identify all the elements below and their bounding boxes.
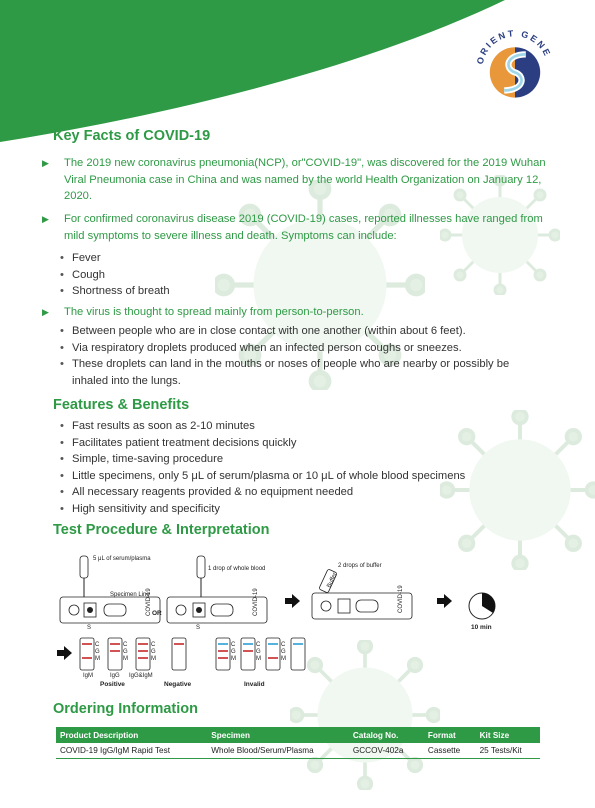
list-item: • Simple, time-saving procedure bbox=[60, 451, 540, 468]
ordering-table bbox=[56, 727, 540, 759]
strip-letter: C bbox=[256, 642, 261, 648]
buffer-bottle-text: Buffer bbox=[326, 571, 339, 589]
positive-label: Positive bbox=[100, 681, 125, 688]
strip-letter: G bbox=[256, 649, 261, 655]
key-fact-paragraph-1: ▶ The 2019 new coronavirus pneumonia(NCP), or"COVID-19", was discovered for the 2019 Wuhan Viral Pneumonia case in China and was named by the world Health Organization on January 12, 2020. bbox=[42, 157, 546, 202]
result-strip-igm bbox=[80, 638, 94, 670]
list-item: • Fever bbox=[60, 250, 540, 267]
table-header-row bbox=[56, 727, 540, 743]
cassette-text: COVID-19 bbox=[146, 588, 152, 616]
strip-letter: C bbox=[151, 642, 156, 648]
column-header: Kit Size bbox=[476, 727, 540, 743]
table-cell: Cassette bbox=[424, 743, 476, 759]
strip-letter: C bbox=[123, 642, 128, 648]
result-strip-igg-igm bbox=[136, 638, 150, 670]
symptoms-list bbox=[60, 250, 540, 300]
table-cell: Whole Blood/Serum/Plasma bbox=[207, 743, 349, 759]
strip-letter: M bbox=[256, 656, 261, 662]
invalid-label: Invalid bbox=[244, 681, 265, 688]
strip-letter: M bbox=[123, 656, 128, 662]
strip-letter: C bbox=[95, 642, 100, 648]
table-cell: GCCOV-402a bbox=[349, 743, 424, 759]
strip-letter: M bbox=[151, 656, 156, 662]
arrow-right-icon bbox=[57, 646, 72, 660]
list-item: • Fast results as soon as 2-10 minutes bbox=[60, 418, 540, 435]
column-header: Format bbox=[424, 727, 476, 743]
list-item: • Between people who are in close contact with one another (within about 6 feet). bbox=[60, 323, 540, 340]
timer-icon bbox=[469, 593, 495, 619]
serum-label: 5 μL of serum/plasma bbox=[93, 556, 151, 562]
strip-letter: G bbox=[95, 649, 100, 655]
list-item: • Facilitates patient treatment decisions quickly bbox=[60, 435, 540, 452]
blood-label: 1 drop of whole blood bbox=[208, 566, 266, 572]
key-facts-title: Key Facts of COVID-19 bbox=[53, 128, 211, 144]
specimen-line-label: Specimen Line bbox=[110, 592, 150, 598]
result-strip-invalid-3 bbox=[266, 638, 280, 670]
igg-label: IgG bbox=[110, 673, 120, 679]
list-item: • All necessary reagents provided & no equipment needed bbox=[60, 484, 540, 501]
triangle-bullet-icon: ▶ bbox=[42, 158, 49, 168]
strip-letter: M bbox=[231, 656, 236, 662]
procedure-title: Test Procedure & Interpretation bbox=[53, 522, 270, 538]
strip-letter: C bbox=[231, 642, 236, 648]
strip-letter: C bbox=[281, 642, 286, 648]
strip-letter: G bbox=[123, 649, 128, 655]
igm-label: IgM bbox=[83, 673, 94, 679]
strip-letter: G bbox=[231, 649, 236, 655]
list-item: • Cough bbox=[60, 267, 540, 284]
time-label: 10 min bbox=[471, 624, 492, 631]
result-strip-negative bbox=[172, 638, 186, 670]
column-header: Specimen bbox=[207, 727, 349, 743]
result-strip-invalid-1 bbox=[216, 638, 230, 670]
cassette-buffer bbox=[312, 593, 412, 619]
list-item: • Shortness of breath bbox=[60, 283, 540, 300]
features-list bbox=[60, 418, 540, 517]
arrow-right-icon bbox=[437, 594, 452, 608]
logo-text: ORIENT GENE bbox=[474, 28, 554, 66]
list-item: • Via respiratory droplets produced when an infected person coughs or sneezes. bbox=[60, 340, 540, 357]
pipette-serum-icon bbox=[80, 556, 88, 600]
negative-label: Negative bbox=[164, 681, 192, 688]
key-fact-paragraph-3: ▶ The virus is thought to spread mainly from person-to-person. bbox=[53, 304, 564, 321]
arrow-right-icon bbox=[285, 594, 300, 608]
cassette-text: COVID-19 bbox=[253, 588, 259, 616]
strip-letter: G bbox=[151, 649, 156, 655]
or-label: OR bbox=[152, 610, 162, 617]
result-strip-invalid-2 bbox=[241, 638, 255, 670]
pipette-blood-icon bbox=[197, 556, 205, 600]
key-fact-paragraph-2: ▶ For confirmed coronavirus disease 2019 (COVID-19) cases, reported illnesses have ranged from mild symptoms to severe illness and death. Symptoms can include: bbox=[42, 213, 543, 242]
table-cell: 25 Tests/Kit bbox=[476, 743, 540, 759]
result-strip-igg bbox=[108, 638, 122, 670]
list-item: • These droplets can land in the mouths or noses of people who are nearby or possibly be inhaled into the lungs. bbox=[60, 356, 540, 389]
list-item: • Little specimens, only 5 μL of serum/plasma or 10 μL of whole blood specimens bbox=[60, 468, 540, 485]
strip-letter: G bbox=[281, 649, 286, 655]
list-item: • High sensitivity and specificity bbox=[60, 501, 540, 518]
ordering-title: Ordering Information bbox=[53, 701, 198, 717]
cassette-blood bbox=[167, 597, 267, 623]
result-strip-invalid-4 bbox=[291, 638, 305, 670]
igg-igm-label: IgG&IgM bbox=[129, 673, 153, 679]
features-title: Features & Benefits bbox=[53, 397, 190, 413]
column-header: Product Description bbox=[56, 727, 207, 743]
table-row bbox=[56, 743, 540, 759]
s-mark: S bbox=[87, 625, 92, 631]
buffer-label: 2 drops of buffer bbox=[338, 563, 382, 569]
test-procedure-diagram bbox=[0, 545, 595, 695]
strip-letter: M bbox=[95, 656, 100, 662]
spread-list bbox=[60, 323, 540, 389]
table-cell: COVID-19 IgG/IgM Rapid Test bbox=[56, 743, 207, 759]
triangle-bullet-icon: ▶ bbox=[42, 307, 49, 317]
cassette-text: COVID-19 bbox=[398, 585, 404, 613]
triangle-bullet-icon: ▶ bbox=[42, 214, 49, 224]
column-header: Catalog No. bbox=[349, 727, 424, 743]
strip-letter: M bbox=[281, 656, 286, 662]
cassette-serum bbox=[60, 597, 160, 623]
s-mark: S bbox=[196, 625, 201, 631]
